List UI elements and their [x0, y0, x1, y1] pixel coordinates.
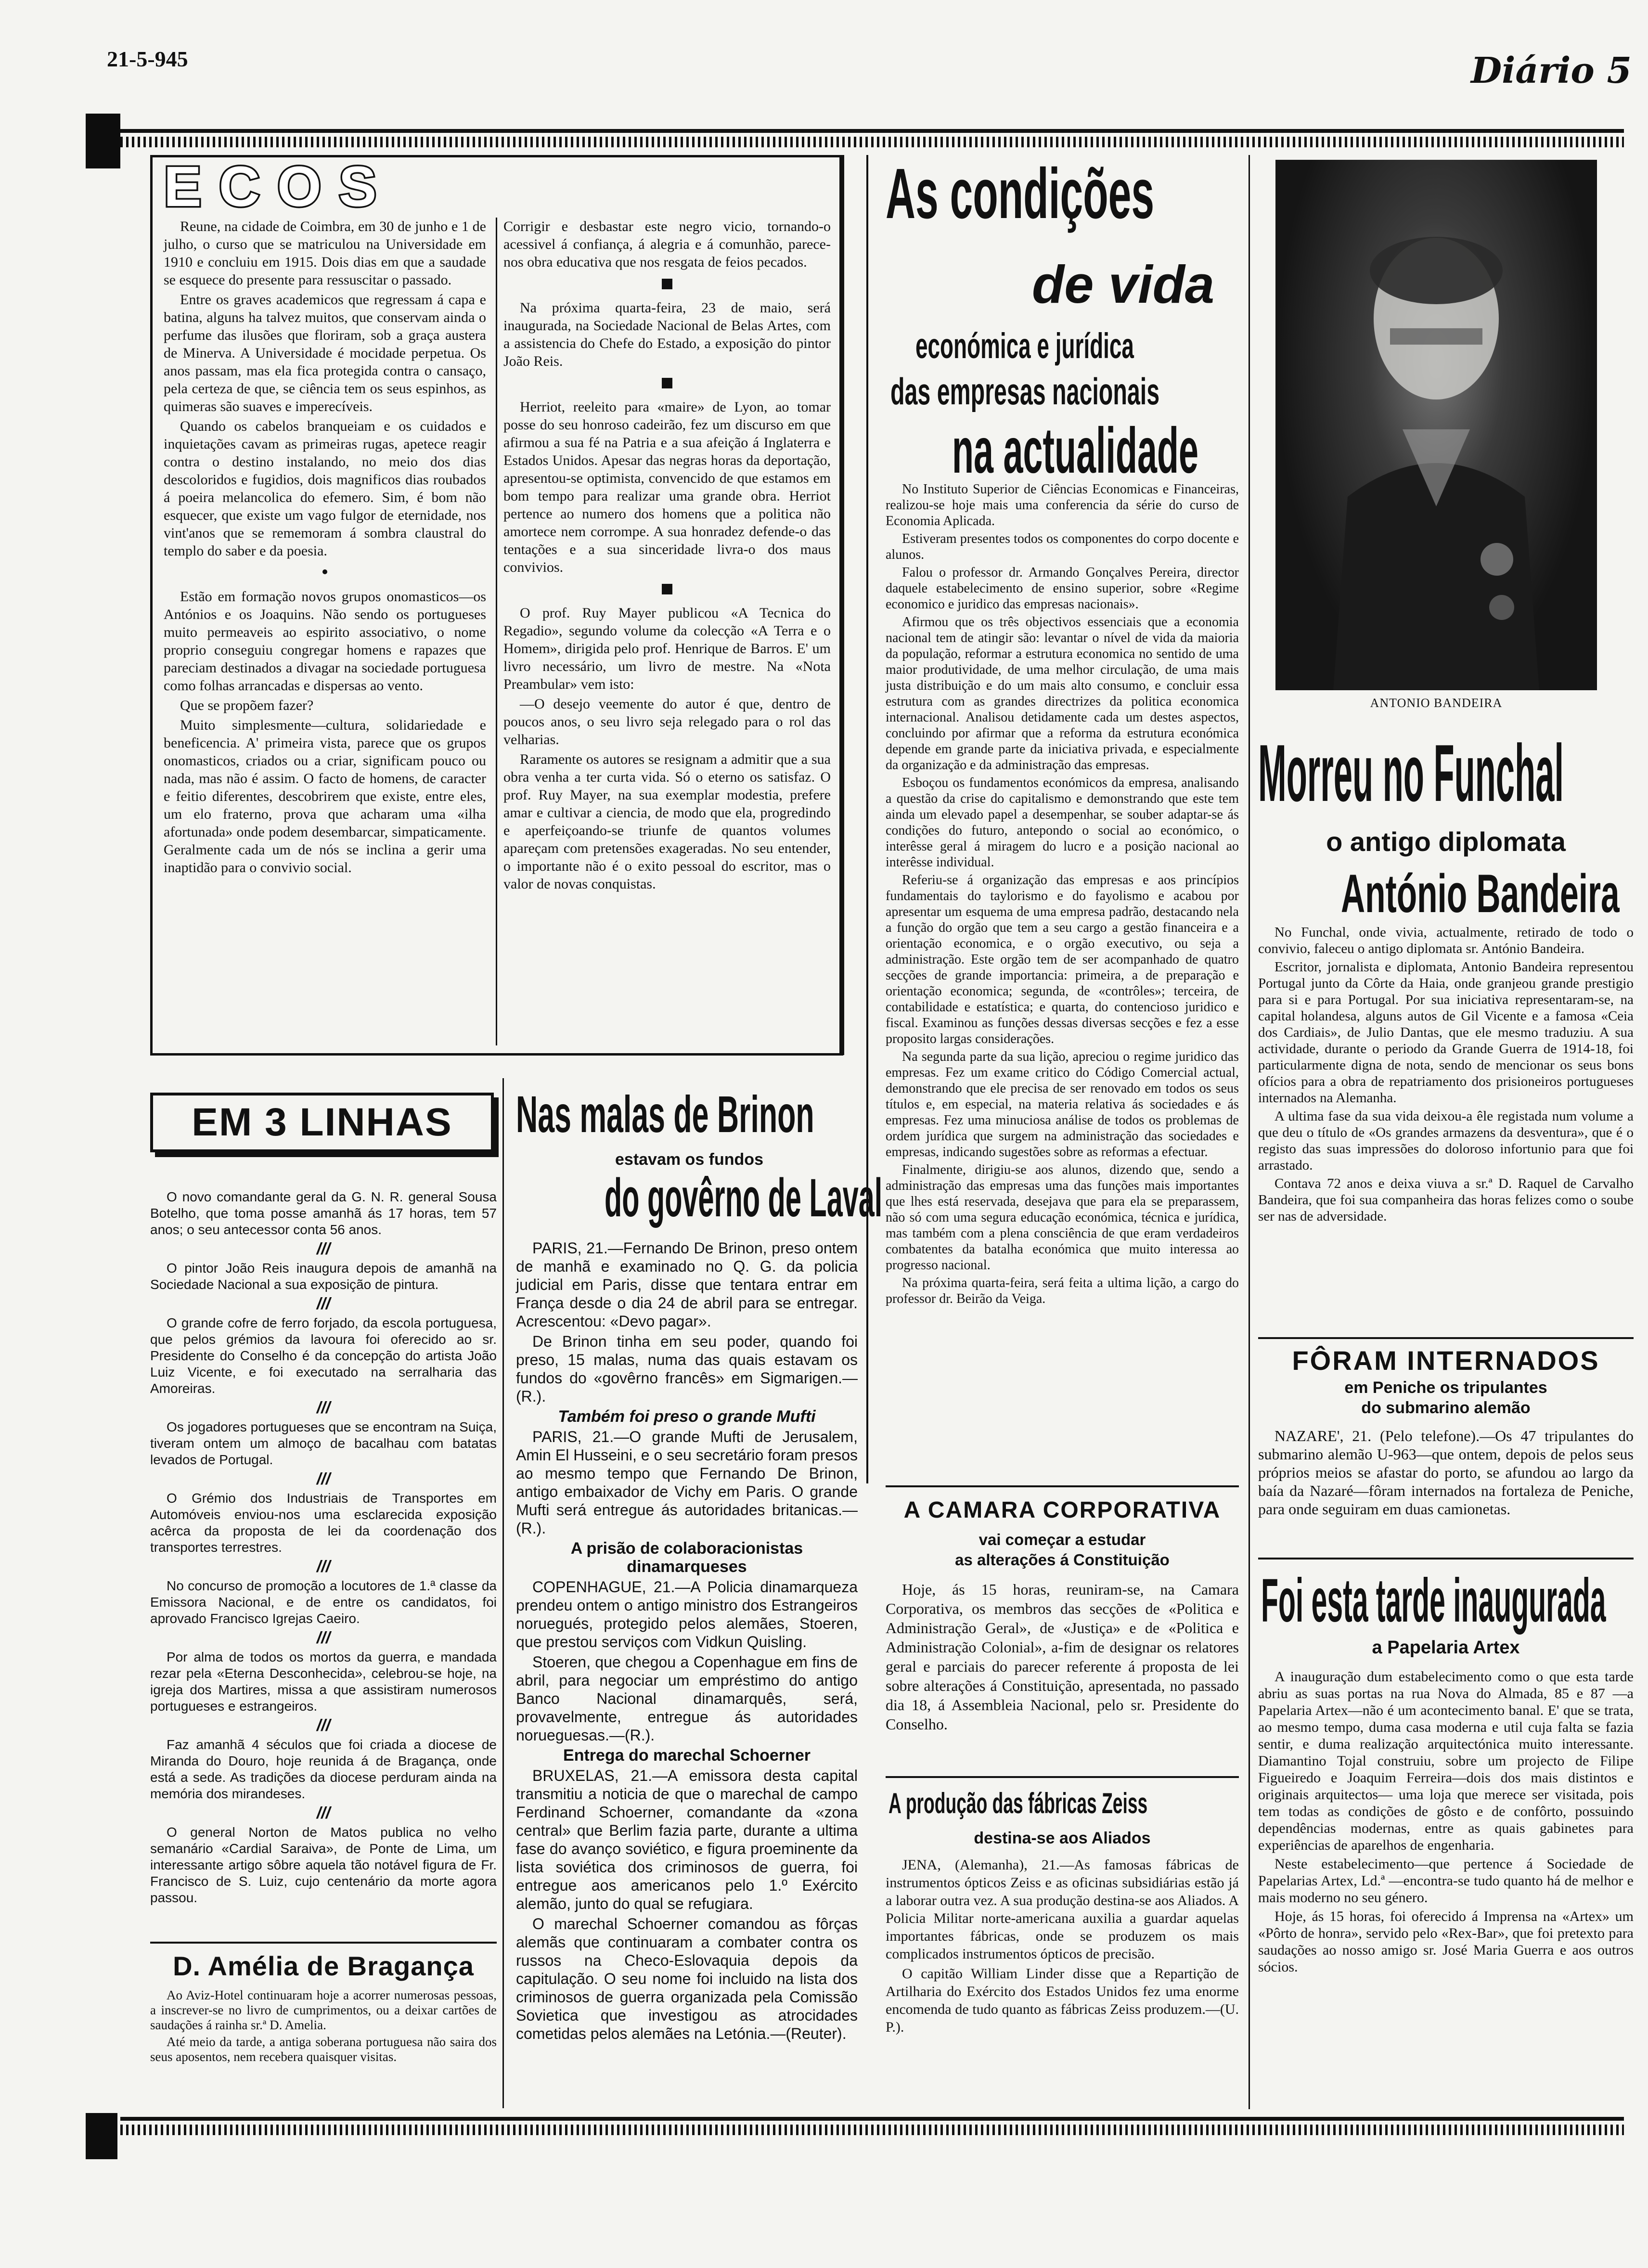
- internados-top-rule: [1258, 1337, 1634, 1339]
- bandeira-headline: Morreu no Funchal: [1258, 728, 1564, 818]
- bandeira-paragraph: Contava 72 anos e deixa viuva a sr.ª D. Raquel de Carvalho Bandeira, que foi sua companheira das horas felizes como o soube ser nas de adversidade.: [1258, 1176, 1634, 1224]
- camara-paragraph: Hoje, ás 15 horas, reuniram-se, na Camara Corporativa, os membros das secções de «Politica e Administração Geral», de «Justiça» e de «Politica e Administração Colonial», a-fim de designar os relatores geral e parciais do parecer referente á proposta de lei sobre alterações á Constituição, apresentada, no passado dia 18, á Assembleia Nacional, pelo sr. Presidente do Conselho.: [886, 1581, 1239, 1733]
- condicoes-paragraph: Estiveram presentes todos os componentes do corpo docente e alunos.: [886, 531, 1239, 562]
- zeiss-paragraph: JENA, (Alemanha), 21.—As famosas fábricas de instrumentos ópticos Zeiss e as oficinas subsidiárias estão já a laborar outra vez. A sua produção destina-se aos Aliados. A Policia Militar norte-americana auxilia a guardar aquelas importantes fábricas, onde se produzem os mais complicados instrumentos ópticos de precisão.: [886, 1857, 1239, 1962]
- ecos-paragraph: Entre os graves academicos que regressam á capa e batina, alguns ha talvez muitos, que conservam ainda o perfume das ilusões que floriram, sob a graça austera de Minerva. A Universidade é mocidade perpetua. Os anos passam, mas ela fica protegida contra o cansaço, pela certeza de que, se ciência tem os seus espinhos, as quimeras são suaves e imperecíveis.: [164, 292, 486, 414]
- page-date: 21-5-945: [107, 47, 188, 71]
- bandeira-paragraph: No Funchal, onde vivia, actualmente, retirado de todo o convivio, faleceu o antigo diplomata sr. António Bandeira.: [1258, 925, 1634, 956]
- condicoes-headline-2: de vida: [1032, 255, 1215, 314]
- artex-subhead: a Papelaria Artex: [1372, 1637, 1520, 1658]
- ecos-column-divider: [496, 218, 497, 1045]
- amelia-paragraph: Até meio da tarde, a antiga soberana portuguesa não saira dos seus aposentos, nem recebera quaisquer visitas.: [150, 2035, 497, 2064]
- mufti-paragraph: PARIS, 21.—O grande Mufti de Jerusalem, Amin El Husseini, e o seu secretário foram presos ao mesmo tempo que Fernando De Brinon, antigo embaixador de Vichy em Paris. O grande Mufti será entregue ás autoridades britanicas.—(R.).: [516, 1428, 858, 1537]
- ecos-box-left: [150, 155, 153, 1055]
- camara-body: [886, 1580, 1239, 1736]
- em3linhas-body: [150, 1189, 497, 1908]
- camara-subhead-1: vai começar a estudar: [978, 1531, 1146, 1548]
- camara-headline: A CAMARA CORPORATIVA: [903, 1497, 1221, 1523]
- ecos-paragraph: O prof. Ruy Mayer publicou «A Tecnica do Regadio», segundo volume da colecção «A Terra e o Homem», dirigida pelo prof. Henrique de Barros. E' um livro necessário, um livro de mestre. Na «Nota Preambular» vem isto:: [503, 605, 831, 692]
- em3linhas-title-box: [150, 1093, 494, 1152]
- ecos-column-2: [503, 218, 831, 895]
- corner-block-top: [86, 114, 120, 168]
- ecos-paragraph: Raramente os autores se resignam a admitir que a sua obra venha a ter curta vida. Só o eterno os satisfaz. O prof. Ruy Mayer, na sua exemplar modestia, prefere amar e cultivar a ciencia, de modo que ela, progredindo e aperfeiçoando-se triunfe de quantos volumes apareçam com pretensões exageradas. No seu entender, o importante não é o exito pessoal do escritor, mas o valor de novas conquistas.: [503, 751, 831, 892]
- ecos-paragraph: Reune, na cidade de Coimbra, em 30 de junho e 1 de julho, o curso que se matriculou na Universidade em 1910 e concluiu em 1915. Dois dias em que a saudade se esquece do presente para ressuscitar o passado.: [164, 219, 486, 288]
- separator-square: [662, 279, 672, 289]
- separator-slashes: ///: [316, 1804, 331, 1822]
- condicoes-body: [886, 481, 1239, 1309]
- bandeira-paragraph: A ultima fase da sua vida deixou-a êle registada num volume a que deu o título de «Os grandes armazens da desventura», que é o registo das suas impressões do doloroso infortunio para que foi arrastado.: [1258, 1108, 1634, 1173]
- artex-headline: Foi esta tarde inaugurada: [1261, 1566, 1606, 1635]
- em3linhas-item: O pintor João Reis inaugura depois de amanhã na Sociedade Nacional a sua exposição de pintura.: [150, 1261, 497, 1292]
- brinon-subhead-2: do govêrno de Laval: [605, 1168, 883, 1228]
- condicoes-paragraph: Afirmou que os três objectivos essenciais que a economia nacional tem de atingir são: levantar o nível de vida da maioria da população, reformar a estrutura economica no sentido de uma maior produtividade, de uma melhor circulação, de uma mais justa distribuição e do um mais alto consumo, e concluir essa estrutura com as grandes directrizes da politica economica internacional. Analisou detidamente cada um destes aspectos, concluindo por afirmar que a reforma da estrutura económica depende em grande parte da iniciativa privada, e especialmente da organização e da administração das empresas.: [886, 615, 1239, 773]
- separator-slashes: ///: [316, 1295, 331, 1313]
- portrait-figure: [1275, 160, 1597, 690]
- brinon-body: [516, 1239, 858, 2045]
- mufti-subhead: Também foi preso o grande Mufti: [558, 1407, 816, 1426]
- separator-square: [662, 584, 672, 594]
- condicoes-paragraph: Esboçou os fundamentos económicos da empresa, analisando a questão da crise do capitalismo e demonstrando que este tem ainda um elevado papel a desempenhar, se souber adaptar-se ás condições do futuro, antepondo o social ao económico, o interêsse geral á miragem do lucro e a posição nacional ao interêsse individual.: [886, 775, 1239, 870]
- zeiss-headline: A produção das fábricas Zeiss: [888, 1787, 1148, 1819]
- internados-headline: FÔRAM INTERNADOS: [1292, 1345, 1600, 1376]
- condicoes-paragraph: Referiu-se á organização das empresas e aos princípios fundamentais do taylorismo e do fayolismo e acabou por apresentar um esquema de uma empresa padrão, destacando nela a função do orgão que tem a seu cargo a gestão financeira e a orientação economica, e o orgão executivo, ou seja a administração. Este orgão tem de ser acompanhado de quatro secções de grande importancia: primeira, a de preparação e orientação economica; segunda, de «contrôles»; terceira, de contabilidade e estatística; e quarta, do contencioso juridico e fiscal. Examinou as funções dessas diversas secções e fez a esse proposito largas considerações.: [886, 873, 1239, 1046]
- corner-block-bottom: [86, 2113, 117, 2159]
- separator-square: [662, 378, 672, 388]
- condicoes-headline-3: económica e jurídica: [915, 326, 1134, 366]
- brinon-headline: Nas malas de Brinon: [516, 1085, 814, 1143]
- em3linhas-item: O novo comandante geral da G. N. R. general Sousa Botelho, que toma posse amanhã ás 17 horas, tem 57 anos; o seu antecessor conta 56 anos.: [150, 1189, 497, 1237]
- ecos-paragraph: Muito simplesmente—cultura, solidariedade e beneficencia. A' primeira vista, parece que os grupos onomasticos, criados ou a criar, significam pouco ou nada, mas não é assim. O facto de homens, de caracter e feitio diferentes, descobrirem que existe, entre eles, um elo fraterno, prova que acharam uma «ilha afortunada» onde podem desembarcar, simpaticamente. Geralmente cada um de nós se inclina a gerir uma inaptidão para o convivio social.: [164, 717, 486, 876]
- bottom-hatch: [120, 2125, 1624, 2135]
- ecos-box-right: [839, 155, 844, 1055]
- em3linhas-item: No concurso de promoção a locutores de 1.ª classe da Emissora Nacional, e de entre os candidatos, foi aprovado Francisco Igrejas Caeiro.: [150, 1578, 497, 1626]
- artex-paragraph: Neste estabelecimento—que pertence á Sociedade de Papelarias Artex, Ld.ª —encontra-se tudo quanto há de melhor e mais moderno no seu género.: [1258, 1856, 1634, 1906]
- bottom-rule: [120, 2117, 1624, 2121]
- masthead: [1471, 50, 1632, 91]
- ecos-column-1: [164, 218, 486, 878]
- zeiss-body: [886, 1856, 1239, 2038]
- artex-body: [1258, 1668, 1634, 1977]
- em3linhas-item: O general Norton de Matos publica no velho semanário «Cardial Saraiva», de Ponte de Lima, um interessante artigo sôbre aquela tão notável figura de Fr. Francisco de S. Luiz, cujo centenário da morte agora passou.: [150, 1825, 497, 1905]
- condicoes-headline-4: das empresas nacionais: [890, 370, 1160, 412]
- separator-slashes: ///: [316, 1716, 331, 1735]
- schoerner-paragraph: O marechal Schoerner comandou as fôrças alemãs que continuaram a combater contra os russos na Checo-Eslovaquia depois da capitulação. O seu nome foi incluido na lista dos criminosos de guerra organizada pela Comissão Sovietica que investigou as atrocidades cometidas pelos alemães na Letónia.—(Reuter).: [516, 1915, 858, 2042]
- em3linhas-item: Os jogadores portugueses que se encontram na Suiça, tiveram ontem um almoço de bacalhau com batatas levados de Portugal.: [150, 1419, 497, 1467]
- bandeira-subhead: o antigo diplomata: [1326, 826, 1566, 857]
- internados-subhead-1: em Peniche os tripulantes: [1344, 1379, 1547, 1397]
- zeiss-paragraph: O capitão William Linder disse que a Repartição de Artilharia do Exército dos Estados Unidos fez uma enorme encomenda de tudo quanto as fábricas Zeiss produzem.—(U. P.).: [886, 1966, 1239, 2035]
- portrait-photo: [1275, 160, 1597, 690]
- internados-subhead-2: do submarino alemão: [1361, 1399, 1531, 1417]
- amelia-top-rule: [150, 1942, 497, 1944]
- camara-top-rule: [886, 1485, 1239, 1487]
- amelia-headline: D. Amélia de Bragança: [173, 1951, 474, 1981]
- ecos-paragraph: Herriot, reeleito para «maire» de Lyon, ao tomar posse do seu honroso cadeirão, fez um discurso em que afirmou a sua fé na Patria e a sua afeição á Inglaterra e Estados Unidos. Apesar das negras horas da deportação, apresentou-se optimista, convencido de que estamos em bom tempo para realizar uma grande obra. Herriot pertence ao numero dos homens que a politica não amortece nem corrompe. A sua honradez defende-o das tentações e a sua sinceridade livra-o dos maus convivios.: [503, 399, 831, 575]
- condicoes-left-rule: [866, 155, 868, 1483]
- schoerner-subhead: Entrega do marechal Schoerner: [563, 1746, 811, 1765]
- colab-paragraph: COPENHAGUE, 21.—A Policia dinamarqueza prendeu ontem o antigo ministro dos Estrangeiros noruegués, protegido pelos alemães, Stoeren, que prestou serviços com Vidkun Quisling.: [516, 1578, 858, 1650]
- ecos-paragraph: Corrigir e desbastar este negro vicio, tornando-o acessivel á confiança, á alegria e á comunhão, parece-nos obra educativa que nos resgata de feios pecados.: [503, 219, 831, 270]
- portrait-caption: ANTONIO BANDEIRA: [1370, 696, 1503, 710]
- em3linhas-item: O grande cofre de ferro forjado, da escola portuguesa, que pelos grémios da lavoura foi oferecido ao sr. Presidente do Conselho é da concepção do artista João Luiz Vicente, e foi executado na serralharia das Amoreiras.: [150, 1315, 497, 1396]
- internados-body: [1258, 1427, 1634, 1520]
- brinon-left-rule: [502, 1078, 504, 2108]
- artex-top-rule: [1258, 1558, 1634, 1559]
- masthead-title: Diário: [1471, 50, 1595, 91]
- bandeira-paragraph: Escritor, jornalista e diplomata, Antonio Bandeira representou Portugal junto da Côrte da Haia, onde granjeou grande prestigio para si e para Portugal. Por sua iniciativa representaram-se, na capital holandesa, alguns autos de Gil Vicente e a famosa «Ceia dos Cardiais», de Julio Dantas, que ele mesmo traduziu. A sua actividade, durante o periodo da Grande Guerra de 1914-18, foi particularmente digna de nota, sendo de mencionar os seus bons ofícios para a obra de repatriamento dos prisioneiros portugueses internados na Alemanha.: [1258, 959, 1634, 1106]
- separator-slashes: ///: [316, 1399, 331, 1417]
- em3linhas-item: O Grémio dos Industriais de Transportes em Automóveis enviou-nos uma esclarecida exposição acêrca da proposta de lei da coordenação dos transportes terrestres.: [150, 1491, 497, 1555]
- ecos-box-bottom: [150, 1053, 843, 1056]
- top-hatch: [120, 137, 1624, 147]
- artex-paragraph: Hoje, ás 15 horas, foi oferecido á Imprensa na «Artex» um «Pôrto de honra», servido pelo «Rex-Bar», que foi pretexto para saudações ao nosso amigo sr. José Maria Guerra e aos outros sócios.: [1258, 1908, 1634, 1975]
- condicoes-paragraph: No Instituto Superior de Ciências Economicas e Financeiras, realizou-se hoje mais uma conferencia da série do curso de Economia Aplicada.: [886, 482, 1239, 528]
- schoerner-paragraph: BRUXELAS, 21.—A emissora desta capital transmitiu a noticia de que o marechal de campo Ferdinand Schoerner, comandante da «zona central» que Berlim fazia parte, durante a ultima fase do avanço soviético, e figura proeminente da lista soviética dos criminosos de guerra, foi entregue aos americanos pelo 1.º Exército alemão, junto do qual se refugiara.: [516, 1767, 858, 1912]
- camara-subhead-2: as alterações á Constituição: [955, 1551, 1170, 1569]
- artex-paragraph: A inauguração dum estabelecimento como o que esta tarde abriu as suas portas na rua Nova do Almada, 85 e 87 —a Papelaria Artex—não é um acontecimento banal. E' que se trata, ao mesmo tempo, duma casa moderna e util cuja falta se fazia sentir, e duma realização arquitectónica muito interessante. Diamantino Tojal construiu, sobre um projecto de Filipe Figueiredo e Joaquim Ferreira—dois dos mais distintos e originais arquitectos— uma loja que merece ser visitada, pois tem todas as condições de gôsto e de confôrto, possuindo dependências modernas, entre as quais gabinetes para experiências de aparelhos de engenharia.: [1258, 1669, 1634, 1853]
- separator-slashes: ///: [316, 1558, 331, 1576]
- separator-slashes: ///: [316, 1470, 331, 1488]
- zeiss-top-rule: [886, 1776, 1239, 1778]
- em3linhas-title: EM 3 LINHAS: [192, 1100, 452, 1144]
- condicoes-paragraph: Na próxima quarta-feira, será feita a ultima lição, a cargo do professor dr. Beirão da Veiga.: [886, 1276, 1239, 1306]
- separator-slashes: ///: [316, 1240, 331, 1258]
- bandeira-name: António Bandeira: [1341, 863, 1620, 924]
- ecos-paragraph: Quando os cabelos branqueiam e os cuidados e inquietações cavam as primeiras rugas, apetece reagir contra o destino instalando, no meio dos dias descoloridos e fugidios, dois magnificos dias roubados á poeira melancolica do efemero. Sim, é bom não esquecer, que existe um vago fulgor de eternidade, nos vint'anos que se rememoram á sombra claustral do templo do saber e da poesia.: [164, 418, 486, 559]
- ecos-paragraph: Que se propõem fazer?: [180, 697, 314, 713]
- page-number: 5: [1607, 50, 1632, 91]
- right-column-divider: [1249, 155, 1250, 2109]
- condicoes-headline-1: As condições: [886, 154, 1155, 233]
- internados-paragraph: NAZARE', 21. (Pelo telefone).—Os 47 tripulantes do submarino alemão U-963—que ontem, depois de pelos seus próprios meios se afastar do porto, se afundou ao largo da baía da Nazaré—fôram internados na fortaleza de Peniche, para onde seguiram em duas camionetas.: [1258, 1427, 1634, 1518]
- bandeira-body: [1258, 924, 1634, 1226]
- ecos-title: ECOS: [164, 155, 394, 219]
- separator-dot: [322, 569, 327, 574]
- colab-subhead-2: dinamarqueses: [627, 1558, 747, 1576]
- separator-slashes: ///: [316, 1629, 331, 1647]
- amelia-paragraph: Ao Aviz-Hotel continuaram hoje a acorrer numerosas pessoas, a inscrever-se no livro de cumprimentos, ou a deixar cartões de saudações á rainha sr.ª D. Amelia.: [150, 1988, 497, 2032]
- colab-subhead-1: A prisão de colaboracionistas: [570, 1539, 803, 1558]
- ecos-paragraph: Estão em formação novos grupos onomasticos—os Antónios e os Joaquins. Não sendo os portugueses muito permeaveis ao espirito associativo, o nome proprio conseguiu congregar homens e rapazes que pareciam destinados a divagar na sociedade portuguesa como folhas arrancadas e dispersas ao vento.: [164, 589, 486, 694]
- em3linhas-item: Por alma de todos os mortos da guerra, e mandada rezar pela «Eterna Desconhecida», celebrou-se hoje, na igreja dos Martires, missa a que assistiram numerosos portugueses e estrangeiros.: [150, 1649, 497, 1714]
- colab-paragraph: Stoeren, que chegou a Copenhague em fins de abril, para negociar um empréstimo do antigo Banco Nacional dinamarquês, será, provavelmente, entregue ás autoridades norueguesas.—(R.).: [516, 1653, 858, 1744]
- brinon-paragraph: PARIS, 21.—Fernando De Brinon, preso ontem de manhã e examinado no Q. G. da policia judicial em Paris, disse que tentara entrar em França desde o dia 24 de abril para se entregar. Acrescentou: «Devo pagar».: [516, 1239, 858, 1330]
- condicoes-paragraph: Falou o professor dr. Armando Gonçalves Pereira, director daquele estabelecimento de ensino superior, sobre «Regime economico e juridico das empresas nacionais».: [886, 565, 1239, 612]
- condicoes-headline-5: na actualidade: [952, 415, 1198, 487]
- ecos-paragraph: —O desejo veemente do autor é que, dentro de poucos anos, o seu livro seja relegado para o rol das velharias.: [503, 696, 831, 747]
- condicoes-paragraph: Na segunda parte da sua lição, apreciou o regime juridico das empresas. Fez um exame critico do Código Comercial actual, demonstrando que ele precisa de ser renovado em todos os seus títulos e, em especial, na materia relativa ás sociedades e ás empresas. Fez uma minuciosa análise de todos os problemas de ordem jurídica que surgem na administração das sociedades e empresas, indicando sugestões sobre as reformas a efectuar.: [886, 1049, 1239, 1160]
- brinon-subhead-1: estavam os fundos: [615, 1150, 763, 1169]
- top-rule: [120, 129, 1624, 133]
- zeiss-subhead: destina-se aos Aliados: [974, 1829, 1151, 1847]
- condicoes-paragraph: Finalmente, dirigiu-se aos alunos, dizendo que, sendo a administração das empresas uma das funções mais importantes que lhes está reservada, desejava que para ela se preparassem, não só com uma segura educação económica, técnica e jurídica, mas também com a plena consciência de que eram verdadeiros combatentes da batalha económica que muito interessa ao progresso nacional.: [886, 1162, 1239, 1273]
- em3linhas-item: Faz amanhã 4 séculos que foi criada a diocese de Miranda do Douro, hoje reunida á de Bragança, onde está a sede. As tradições da diocese perduram ainda na memória dos mirandeses.: [150, 1737, 497, 1801]
- ecos-paragraph: Na próxima quarta-feira, 23 de maio, será inaugurada, na Sociedade Nacional de Belas Artes, com a assistencia do Chefe do Estado, a exposição do pintor João Reis.: [503, 300, 831, 369]
- amelia-body: [150, 1988, 497, 2066]
- brinon-paragraph: De Brinon tinha em seu poder, quando foi preso, 15 malas, numa das quais estavam os fundos do «govêrno francês» em Sigmarigen.—(R.).: [516, 1333, 858, 1405]
